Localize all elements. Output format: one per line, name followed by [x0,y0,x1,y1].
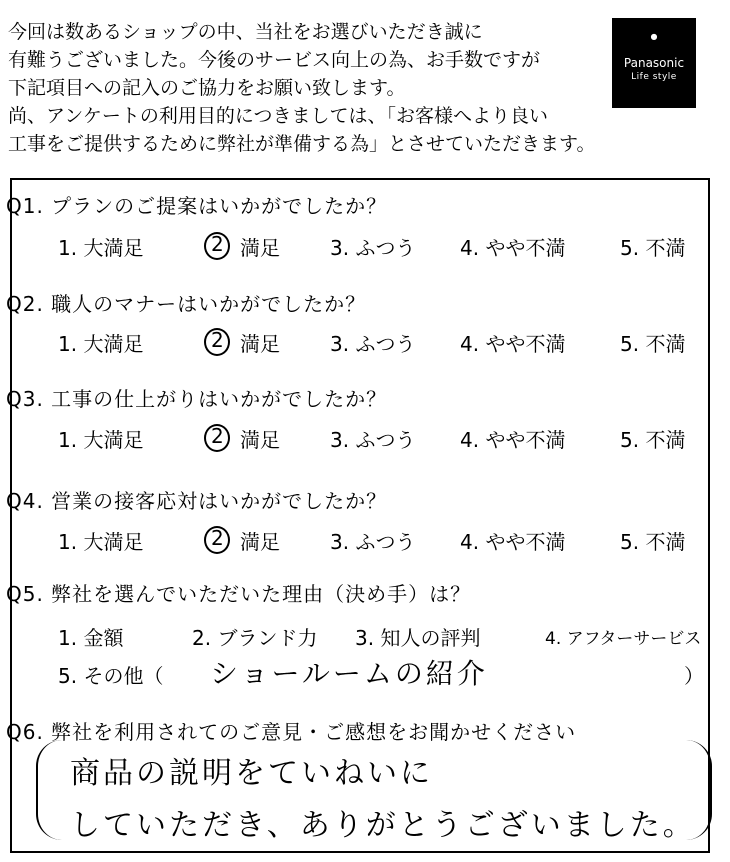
comment-line-1: 商品の説明をていねいに [70,756,433,791]
question-4: Q4. 営業の接客応対はいかがでしたか？ [6,489,388,513]
option-number-2[interactable]: 2 [211,232,224,256]
option-dissatisfied[interactable]: 5. 不満 [620,236,686,260]
logo-tagline: Life style [631,72,677,82]
question-1: Q1. プランのご提案はいかがでしたか？ [6,194,388,218]
option-dissatisfied[interactable]: 5. 不満 [620,332,686,356]
option-very-satisfied[interactable]: 1. 大満足 [58,530,144,554]
option-satisfied[interactable]: 満足 [240,428,280,452]
intro-line: 下記項目への記入のご協力をお願い致します。 [8,77,406,99]
option-somewhat-dissatisfied[interactable]: 4. やや不満 [460,530,566,554]
option-satisfied[interactable]: 満足 [240,530,280,554]
question-6: Q6. 弊社を利用されてのご意見・ご感想をお聞かせください [6,720,577,744]
option-dissatisfied[interactable]: 5. 不満 [620,428,686,452]
option-neutral[interactable]: 3. ふつう [330,530,416,554]
question-5: Q5. 弊社を選んでいただいた理由（決め手）は？ [6,582,472,606]
option-very-satisfied[interactable]: 1. 大満足 [58,428,144,452]
option-price[interactable]: 1. 金額 [58,626,124,650]
option-dissatisfied[interactable]: 5. 不満 [620,530,686,554]
question-3-options [0,424,730,454]
intro-text [8,18,608,158]
option-satisfied[interactable]: 満足 [240,236,280,260]
question-1-options [0,232,730,262]
option-neutral[interactable]: 3. ふつう [330,236,416,260]
option-number-2[interactable]: 2 [211,424,224,448]
option-somewhat-dissatisfied[interactable]: 4. やや不満 [460,332,566,356]
comment-line-2: していただき、ありがとうございました。 [70,808,696,843]
option-brand[interactable]: 2. ブランド力 [192,626,318,650]
option-number-2[interactable]: 2 [211,526,224,550]
question-4-options [0,526,730,556]
question-2-options [0,328,730,358]
option-neutral[interactable]: 3. ふつう [330,428,416,452]
option-number-2[interactable]: 2 [211,328,224,352]
other-close-paren: ） [684,664,704,688]
intro-line: 有難うございました。今後のサービス向上の為、お手数ですが [8,49,541,71]
intro-line: 工事をご提供するために弊社が準備する為」とさせていただきます。 [8,133,596,155]
question-5-options [0,622,730,652]
intro-line: 尚、アンケートの利用目的につきましては、「お客様へより良い [8,105,548,127]
option-somewhat-dissatisfied[interactable]: 4. やや不満 [460,236,566,260]
question-3: Q3. 工事の仕上がりはいかがでしたか？ [6,387,388,411]
option-satisfied[interactable]: 満足 [240,332,280,356]
panasonic-logo [612,18,696,108]
option-after-service[interactable]: 4. アフターサービス [545,629,702,649]
option-neutral[interactable]: 3. ふつう [330,332,416,356]
logo-brand: Panasonic [623,56,685,70]
intro-line: 今回は数あるショップの中、当社をお選びいただき誠に [8,21,483,43]
logo-mark-icon: ● [650,32,658,41]
option-very-satisfied[interactable]: 1. 大満足 [58,332,144,356]
option-very-satisfied[interactable]: 1. 大満足 [58,236,144,260]
option-reputation[interactable]: 3. 知人の評判 [355,626,481,650]
question-5-other [0,657,730,690]
other-answer-handwritten: ショールームの紹介 [210,657,488,690]
question-2: Q2. 職人のマナーはいかがでしたか？ [6,292,367,316]
option-other[interactable]: 5. その他（ [58,664,164,688]
option-somewhat-dissatisfied[interactable]: 4. やや不満 [460,428,566,452]
